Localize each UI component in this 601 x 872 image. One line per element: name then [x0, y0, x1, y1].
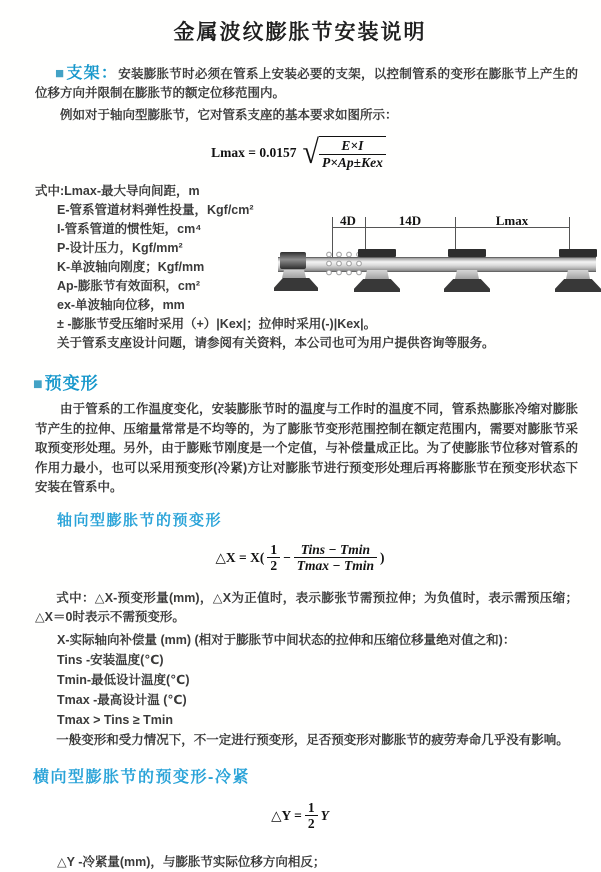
axial-closing-note: 一般变形和受力情况下，不一定进行预变形，足否预变形对膨胀节的疲劳寿命几乎没有影响。	[56, 732, 569, 747]
lateral-formula-rhs: Y	[320, 807, 329, 823]
guide-support-graphic	[448, 249, 486, 307]
close-paren: )	[379, 549, 385, 565]
sqrt-symbol-icon: √	[302, 133, 319, 171]
predeform-paragraph: 由于管系的工作温度变化，安装膨胀节时的温度与工作时的温度不同，管系热膨胀冷缩对膨胀节产生的拉伸、压缩量常常是不均等的，为了膨胀节变形范围控制在额定范围内，需要对膨胀节采取预变形处理。另外，由于膨账节刚度是一个定值，与补偿量成正比。为了使膨胀节位移对管系的作用力最小，也可以采用预变形(冷紧)方让对膨胀节进行预变形处理后再将膨胀节在预变形状态下安装在管系中。	[35, 402, 578, 495]
support-base	[444, 279, 490, 292]
pipe-support-diagram	[278, 215, 600, 307]
lateral-predeform-formula	[0, 800, 600, 832]
definition-line: P-设计压力，Kgf/mm²	[57, 241, 183, 256]
axial-predeform-formula	[0, 542, 600, 574]
definition-line: 式中:Lmax-最大导向间距，m	[35, 184, 200, 199]
fraction-denominator: 2	[267, 557, 280, 574]
definition-line: I-管系管道的惯性矩，cm⁴	[57, 222, 202, 237]
axial-definition-lines	[57, 630, 578, 730]
anchor-saddle-graphic	[282, 270, 306, 278]
lmax-formula-lhs: Lmax = 0.0157	[211, 145, 297, 161]
axial-note-paragraph: 式中：△X-预变形量(mm)，△X为正值时，表示膨张节需预拉伸；为负值时，表示需预压缩；△X＝0时表示不需预变形。	[35, 590, 578, 625]
support-base	[555, 279, 601, 292]
fraction-numerator: 1	[270, 541, 278, 557]
lmax-formula-numerator: E×I	[341, 138, 364, 153]
fraction-denominator: 2	[305, 815, 318, 832]
support-saddle	[566, 270, 590, 279]
support-intro-text: 安装膨胀节时必须在管系上安装必要的支架，以控制管系的变形在膨胀节上产生的位移方向并限制在膨胀节的额定位移范围内。	[35, 67, 578, 100]
axial-definition-line: Tmin-最低设计温度(℃)	[57, 672, 190, 687]
page-title: 金属波纹膨胀节安装说明	[173, 21, 427, 44]
support-cap	[448, 249, 486, 257]
lateral-note: △Y -冷紧量(mm)，与膨胀节实际位移方向相反；	[57, 854, 326, 869]
section-marker-icon: ■	[55, 65, 66, 82]
definition-line: ± -膨胀节受压缩时采用（+）|Kex|；拉伸时采用(-)|Kex|。	[57, 317, 377, 332]
definition-line: ex-单波轴向位移，mm	[57, 298, 185, 313]
fraction-denominator: Tmax − Tmin	[294, 557, 377, 574]
support-base	[354, 279, 400, 292]
axial-definition-line: Tmax > Tins ≥ Tmin	[57, 712, 174, 727]
support-cap	[559, 249, 597, 257]
fraction-numerator: Tins − Tmin	[300, 541, 370, 557]
lmax-formula-denominator: P×Ap±Kex	[319, 154, 386, 171]
dimension-label-4d: 4D	[340, 213, 356, 229]
dimension-label-lmax: Lmax	[495, 213, 529, 229]
guide-support-graphic	[559, 249, 597, 307]
guide-support-graphic	[358, 249, 396, 307]
section-marker-icon: ■	[33, 376, 44, 394]
support-cap	[358, 249, 396, 257]
definition-line: E-管系管道材料弹性投量，Kgf/cm²	[57, 203, 254, 218]
fraction-numerator: 1	[307, 799, 315, 815]
support-saddle	[455, 270, 479, 279]
formula-definitions	[35, 182, 600, 353]
lmax-formula-fraction	[319, 136, 386, 170]
support-saddle	[365, 270, 389, 279]
definition-line: 关于管系支座设计问题，请参阅有关资料，本公司也可为用户提供咨询等服务。	[57, 336, 495, 351]
axial-definition-line: X-实际轴向补偿量 (mm) (相对于膨胀节中间状态的拉伸和压缩位移量绝对值之和)：	[57, 632, 516, 647]
anchor-support-graphic	[280, 252, 306, 269]
support-intro-paragraph	[35, 64, 578, 103]
lateral-predeform-subheading: 横向型膨胀节的预变形-冷紧	[33, 768, 250, 786]
temperature-ratio-fraction	[294, 542, 377, 574]
dimension-line	[332, 227, 569, 228]
axial-definition-line: Tmax -最高设计温 (℃)	[57, 692, 187, 707]
dimension-label-14d: 14D	[398, 213, 422, 229]
axial-definition-line: Tins -安装温度(℃)	[57, 652, 164, 667]
axial-formula-lhs: △X = X(	[215, 549, 265, 565]
minus-sign: −	[283, 549, 291, 565]
support-example-line: 例如对于轴向型膨胀节，它对管系支座的基本要求如图所示：	[60, 108, 398, 122]
axial-predeform-subheading: 轴向型膨胀节的预变形	[57, 511, 223, 529]
anchor-base-graphic	[274, 278, 318, 291]
definition-line: Ap-膨胀节有效面积，cm²	[57, 279, 201, 294]
support-section-label	[55, 65, 118, 82]
lateral-formula-lhs: △Y =	[271, 807, 302, 823]
predeform-heading-text: 预变形	[44, 374, 99, 394]
support-section-title: 支架：	[66, 65, 119, 82]
predeform-section-heading	[33, 369, 600, 394]
one-half-fraction	[267, 542, 280, 574]
lmax-formula	[0, 133, 600, 171]
definition-line: K-单波轴向刚度；Kgf/mm	[57, 260, 205, 275]
one-half-fraction	[305, 800, 318, 832]
